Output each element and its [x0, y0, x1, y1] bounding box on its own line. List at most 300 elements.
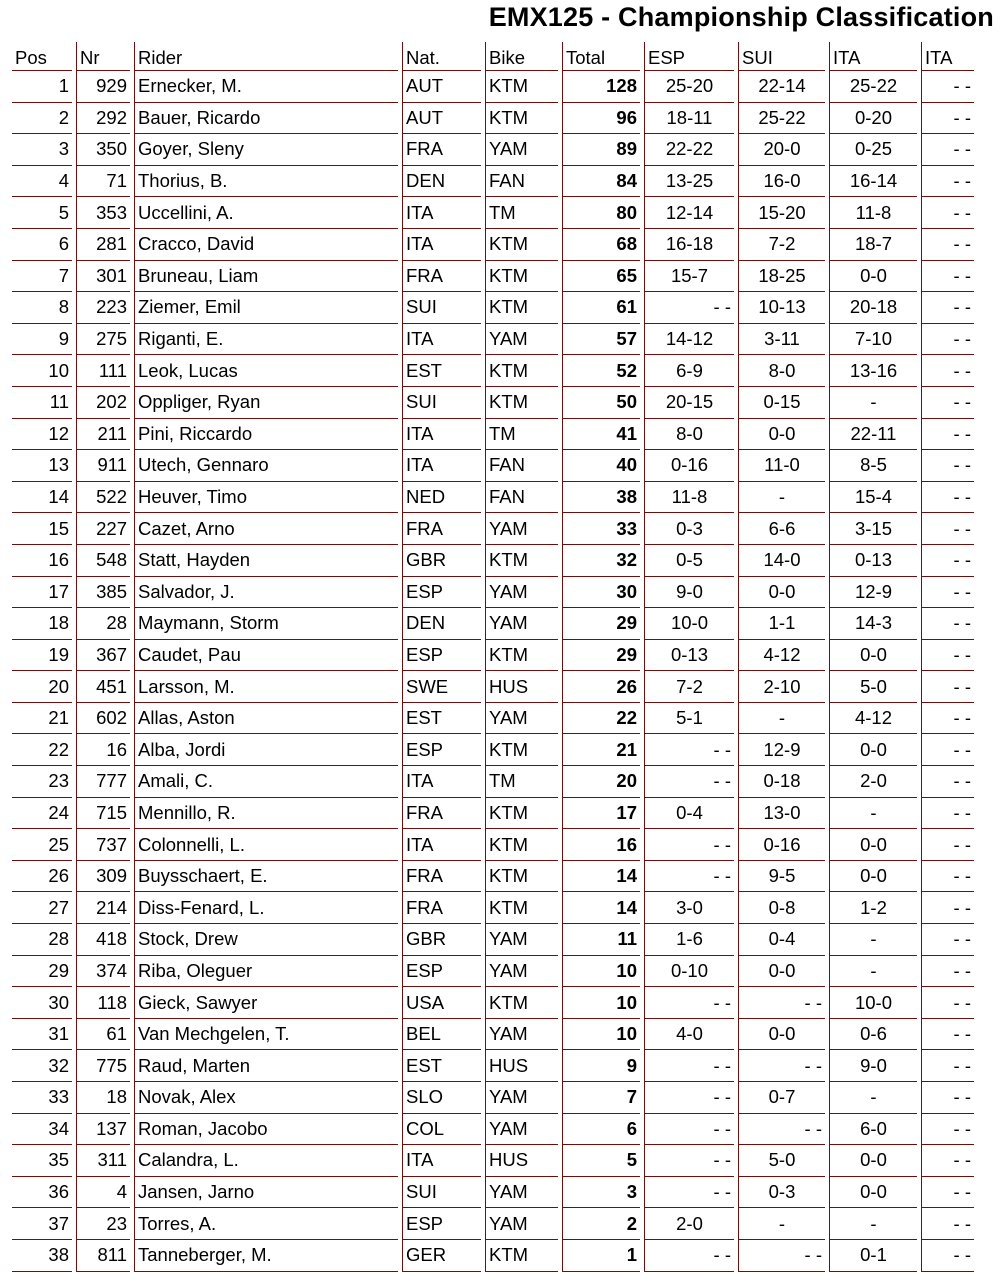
rider-cell: Jansen, Jarno: [134, 1177, 398, 1209]
ita-cell: 0-6: [829, 1019, 917, 1051]
sui-cell: - -: [738, 1240, 825, 1272]
esp-cell: - -: [644, 1240, 734, 1272]
rider-cell: Alba, Jordi: [134, 734, 398, 766]
pos-cell: 31: [12, 1019, 72, 1051]
pos-cell: 17: [12, 577, 72, 609]
nr-cell: 61: [76, 1019, 130, 1051]
ita-cell: 22-11: [829, 419, 917, 451]
rider-cell: Riganti, E.: [134, 324, 398, 356]
esp-cell: - -: [644, 292, 734, 324]
nr-cell: 292: [76, 103, 130, 135]
nat-cell: ITA: [402, 419, 481, 451]
nat-cell: AUT: [402, 71, 481, 103]
sui-cell: - -: [738, 1050, 825, 1082]
esp-cell: 2-0: [644, 1208, 734, 1240]
nat-cell: SUI: [402, 387, 481, 419]
table-row: [12, 482, 974, 514]
nat-cell: EST: [402, 355, 481, 387]
ita-cell: 7-10: [829, 324, 917, 356]
bike-cell: KTM: [485, 387, 558, 419]
nat-cell: ITA: [402, 450, 481, 482]
ita-cell: 2-0: [829, 766, 917, 798]
nat-cell: NED: [402, 482, 481, 514]
table-row: [12, 640, 974, 672]
ita-2-cell: - -: [921, 892, 974, 924]
ita-cell: 5-0: [829, 671, 917, 703]
esp-cell: 12-14: [644, 197, 734, 229]
table-row: [12, 545, 974, 577]
table-row: [12, 71, 974, 103]
pos-cell: 36: [12, 1177, 72, 1209]
ita-2-cell: - -: [921, 1208, 974, 1240]
nat-cell: DEN: [402, 166, 481, 198]
ita-cell: 14-3: [829, 608, 917, 640]
sui-cell: 0-4: [738, 924, 825, 956]
nr-cell: 311: [76, 1145, 130, 1177]
total-cell: 10: [562, 1019, 640, 1051]
table-row: [12, 956, 974, 988]
total-cell: 10: [562, 956, 640, 988]
rider-cell: Van Mechgelen, T.: [134, 1019, 398, 1051]
bike-cell: KTM: [485, 229, 558, 261]
nat-cell: ITA: [402, 766, 481, 798]
total-cell: 5: [562, 1145, 640, 1177]
bike-cell: KTM: [485, 640, 558, 672]
nat-cell: ESP: [402, 956, 481, 988]
total-cell: 80: [562, 197, 640, 229]
bike-cell: HUS: [485, 1145, 558, 1177]
ita-2-cell: - -: [921, 1240, 974, 1272]
sui-cell: 15-20: [738, 197, 825, 229]
table-row: [12, 261, 974, 293]
ita-2-cell: - -: [921, 987, 974, 1019]
table-row: [12, 450, 974, 482]
total-cell: 33: [562, 513, 640, 545]
total-cell: 22: [562, 703, 640, 735]
total-cell: 29: [562, 640, 640, 672]
total-cell: 1: [562, 1240, 640, 1272]
nat-cell: SUI: [402, 1177, 481, 1209]
nr-cell: 281: [76, 229, 130, 261]
nr-cell: 211: [76, 419, 130, 451]
esp-cell: 10-0: [644, 608, 734, 640]
sui-cell: -: [738, 1208, 825, 1240]
nat-cell: SUI: [402, 292, 481, 324]
total-cell: 128: [562, 71, 640, 103]
nr-cell: 777: [76, 766, 130, 798]
nat-cell: GBR: [402, 545, 481, 577]
ita-2-cell: - -: [921, 134, 974, 166]
bike-cell: YAM: [485, 1019, 558, 1051]
table-row: [12, 1114, 974, 1146]
bike-cell: YAM: [485, 608, 558, 640]
rider-cell: Uccellini, A.: [134, 197, 398, 229]
sui-cell: 0-8: [738, 892, 825, 924]
table-header-row: [12, 42, 974, 71]
bike-cell: KTM: [485, 292, 558, 324]
nr-cell: 223: [76, 292, 130, 324]
rider-cell: Maymann, Storm: [134, 608, 398, 640]
bike-cell: HUS: [485, 1050, 558, 1082]
pos-cell: 13: [12, 450, 72, 482]
col-header-sui: SUI: [738, 42, 825, 71]
table-row: [12, 892, 974, 924]
ita-cell: -: [829, 956, 917, 988]
nat-cell: ITA: [402, 197, 481, 229]
nr-cell: 111: [76, 355, 130, 387]
table-row: [12, 798, 974, 830]
ita-cell: 0-0: [829, 1177, 917, 1209]
total-cell: 40: [562, 450, 640, 482]
rider-cell: Mennillo, R.: [134, 798, 398, 830]
pos-cell: 15: [12, 513, 72, 545]
table-row: [12, 1145, 974, 1177]
ita-2-cell: - -: [921, 577, 974, 609]
rider-cell: Statt, Hayden: [134, 545, 398, 577]
nr-cell: 137: [76, 1114, 130, 1146]
table-row: [12, 387, 974, 419]
total-cell: 84: [562, 166, 640, 198]
bike-cell: KTM: [485, 261, 558, 293]
nr-cell: 23: [76, 1208, 130, 1240]
sui-cell: 0-16: [738, 829, 825, 861]
esp-cell: - -: [644, 1114, 734, 1146]
nr-cell: 301: [76, 261, 130, 293]
nat-cell: ESP: [402, 1208, 481, 1240]
nat-cell: FRA: [402, 892, 481, 924]
pos-cell: 25: [12, 829, 72, 861]
esp-cell: 1-6: [644, 924, 734, 956]
sui-cell: 18-25: [738, 261, 825, 293]
ita-cell: 20-18: [829, 292, 917, 324]
rider-cell: Colonnelli, L.: [134, 829, 398, 861]
esp-cell: 13-25: [644, 166, 734, 198]
sui-cell: -: [738, 703, 825, 735]
ita-2-cell: - -: [921, 229, 974, 261]
pos-cell: 21: [12, 703, 72, 735]
bike-cell: HUS: [485, 671, 558, 703]
bike-cell: TM: [485, 197, 558, 229]
esp-cell: 20-15: [644, 387, 734, 419]
nr-cell: 548: [76, 545, 130, 577]
sui-cell: 0-15: [738, 387, 825, 419]
rider-cell: Torres, A.: [134, 1208, 398, 1240]
rider-cell: Leok, Lucas: [134, 355, 398, 387]
ita-cell: 10-0: [829, 987, 917, 1019]
pos-cell: 30: [12, 987, 72, 1019]
ita-2-cell: - -: [921, 450, 974, 482]
esp-cell: 22-22: [644, 134, 734, 166]
esp-cell: 4-0: [644, 1019, 734, 1051]
nr-cell: 16: [76, 734, 130, 766]
pos-cell: 24: [12, 798, 72, 830]
total-cell: 89: [562, 134, 640, 166]
bike-cell: YAM: [485, 577, 558, 609]
nat-cell: FRA: [402, 798, 481, 830]
rider-cell: Cracco, David: [134, 229, 398, 261]
pos-cell: 4: [12, 166, 72, 198]
nr-cell: 374: [76, 956, 130, 988]
nr-cell: 451: [76, 671, 130, 703]
nr-cell: 522: [76, 482, 130, 514]
nr-cell: 18: [76, 1082, 130, 1114]
nr-cell: 353: [76, 197, 130, 229]
nat-cell: SWE: [402, 671, 481, 703]
ita-2-cell: - -: [921, 1177, 974, 1209]
table-row: [12, 513, 974, 545]
pos-cell: 20: [12, 671, 72, 703]
table-row: [12, 1177, 974, 1209]
ita-2-cell: - -: [921, 387, 974, 419]
nr-cell: 811: [76, 1240, 130, 1272]
ita-2-cell: - -: [921, 1082, 974, 1114]
nat-cell: FRA: [402, 513, 481, 545]
ita-cell: 1-2: [829, 892, 917, 924]
bike-cell: YAM: [485, 956, 558, 988]
bike-cell: YAM: [485, 703, 558, 735]
esp-cell: 0-5: [644, 545, 734, 577]
pos-cell: 28: [12, 924, 72, 956]
table-row: [12, 355, 974, 387]
pos-cell: 18: [12, 608, 72, 640]
esp-cell: 5-1: [644, 703, 734, 735]
sui-cell: 3-11: [738, 324, 825, 356]
esp-cell: - -: [644, 1145, 734, 1177]
nr-cell: 929: [76, 71, 130, 103]
ita-2-cell: - -: [921, 1145, 974, 1177]
sui-cell: 0-0: [738, 577, 825, 609]
ita-2-cell: - -: [921, 1050, 974, 1082]
ita-2-cell: - -: [921, 71, 974, 103]
pos-cell: 37: [12, 1208, 72, 1240]
table-row: [12, 1050, 974, 1082]
nat-cell: SLO: [402, 1082, 481, 1114]
nat-cell: EST: [402, 1050, 481, 1082]
esp-cell: - -: [644, 861, 734, 893]
ita-2-cell: - -: [921, 798, 974, 830]
nat-cell: ITA: [402, 324, 481, 356]
nr-cell: 602: [76, 703, 130, 735]
ita-2-cell: - -: [921, 355, 974, 387]
ita-2-cell: - -: [921, 956, 974, 988]
rider-cell: Cazet, Arno: [134, 513, 398, 545]
bike-cell: YAM: [485, 513, 558, 545]
nr-cell: 367: [76, 640, 130, 672]
ita-cell: 0-0: [829, 734, 917, 766]
bike-cell: YAM: [485, 1082, 558, 1114]
sui-cell: 22-14: [738, 71, 825, 103]
esp-cell: - -: [644, 987, 734, 1019]
total-cell: 38: [562, 482, 640, 514]
esp-cell: 6-9: [644, 355, 734, 387]
ita-2-cell: - -: [921, 482, 974, 514]
sui-cell: - -: [738, 1114, 825, 1146]
table-row: [12, 829, 974, 861]
sui-cell: 0-7: [738, 1082, 825, 1114]
total-cell: 57: [562, 324, 640, 356]
nat-cell: FRA: [402, 861, 481, 893]
col-header-bike: Bike: [485, 42, 558, 71]
table-row: [12, 166, 974, 198]
ita-cell: 18-7: [829, 229, 917, 261]
bike-cell: KTM: [485, 103, 558, 135]
ita-2-cell: - -: [921, 671, 974, 703]
pos-cell: 26: [12, 861, 72, 893]
bike-cell: FAN: [485, 482, 558, 514]
esp-cell: 3-0: [644, 892, 734, 924]
nr-cell: 227: [76, 513, 130, 545]
ita-2-cell: - -: [921, 513, 974, 545]
sui-cell: 13-0: [738, 798, 825, 830]
pos-cell: 16: [12, 545, 72, 577]
rider-cell: Allas, Aston: [134, 703, 398, 735]
total-cell: 11: [562, 924, 640, 956]
rider-cell: Novak, Alex: [134, 1082, 398, 1114]
ita-cell: 11-8: [829, 197, 917, 229]
rider-cell: Bauer, Ricardo: [134, 103, 398, 135]
pos-cell: 32: [12, 1050, 72, 1082]
sui-cell: 11-0: [738, 450, 825, 482]
nr-cell: 737: [76, 829, 130, 861]
nr-cell: 418: [76, 924, 130, 956]
pos-cell: 5: [12, 197, 72, 229]
bike-cell: TM: [485, 766, 558, 798]
rider-cell: Stock, Drew: [134, 924, 398, 956]
rider-cell: Oppliger, Ryan: [134, 387, 398, 419]
total-cell: 14: [562, 861, 640, 893]
nat-cell: ITA: [402, 829, 481, 861]
ita-2-cell: - -: [921, 766, 974, 798]
rider-cell: Heuver, Timo: [134, 482, 398, 514]
nat-cell: EST: [402, 703, 481, 735]
sui-cell: 16-0: [738, 166, 825, 198]
rider-cell: Gieck, Sawyer: [134, 987, 398, 1019]
ita-2-cell: - -: [921, 261, 974, 293]
pos-cell: 10: [12, 355, 72, 387]
table-row: [12, 134, 974, 166]
rider-cell: Bruneau, Liam: [134, 261, 398, 293]
table-row: [12, 924, 974, 956]
sui-cell: 4-12: [738, 640, 825, 672]
table-row: [12, 1240, 974, 1272]
table-row: [12, 197, 974, 229]
ita-2-cell: - -: [921, 734, 974, 766]
nat-cell: ESP: [402, 640, 481, 672]
sui-cell: 0-18: [738, 766, 825, 798]
ita-2-cell: - -: [921, 608, 974, 640]
rider-cell: Tanneberger, M.: [134, 1240, 398, 1272]
ita-cell: 16-14: [829, 166, 917, 198]
bike-cell: KTM: [485, 355, 558, 387]
rider-cell: Buysschaert, E.: [134, 861, 398, 893]
rider-cell: Pini, Riccardo: [134, 419, 398, 451]
sui-cell: 5-0: [738, 1145, 825, 1177]
bike-cell: KTM: [485, 734, 558, 766]
total-cell: 61: [562, 292, 640, 324]
pos-cell: 27: [12, 892, 72, 924]
nat-cell: ESP: [402, 577, 481, 609]
bike-cell: YAM: [485, 924, 558, 956]
total-cell: 29: [562, 608, 640, 640]
bike-cell: KTM: [485, 829, 558, 861]
rider-cell: Ziemer, Emil: [134, 292, 398, 324]
total-cell: 20: [562, 766, 640, 798]
ita-cell: -: [829, 1208, 917, 1240]
sui-cell: 7-2: [738, 229, 825, 261]
total-cell: 9: [562, 1050, 640, 1082]
sui-cell: -: [738, 482, 825, 514]
total-cell: 2: [562, 1208, 640, 1240]
ita-cell: -: [829, 387, 917, 419]
ita-cell: 6-0: [829, 1114, 917, 1146]
nat-cell: GER: [402, 1240, 481, 1272]
ita-2-cell: - -: [921, 829, 974, 861]
esp-cell: 16-18: [644, 229, 734, 261]
ita-cell: 3-15: [829, 513, 917, 545]
ita-cell: 9-0: [829, 1050, 917, 1082]
ita-cell: -: [829, 924, 917, 956]
rider-cell: Calandra, L.: [134, 1145, 398, 1177]
bike-cell: KTM: [485, 71, 558, 103]
total-cell: 65: [562, 261, 640, 293]
esp-cell: - -: [644, 1177, 734, 1209]
esp-cell: 9-0: [644, 577, 734, 609]
pos-cell: 14: [12, 482, 72, 514]
esp-cell: 7-2: [644, 671, 734, 703]
col-header-pos: Pos: [12, 42, 72, 71]
sui-cell: 0-0: [738, 419, 825, 451]
total-cell: 30: [562, 577, 640, 609]
ita-2-cell: - -: [921, 292, 974, 324]
rider-cell: Diss-Fenard, L.: [134, 892, 398, 924]
ita-cell: 8-5: [829, 450, 917, 482]
ita-2-cell: - -: [921, 1114, 974, 1146]
esp-cell: 8-0: [644, 419, 734, 451]
ita-2-cell: - -: [921, 166, 974, 198]
sui-cell: 0-0: [738, 956, 825, 988]
ita-cell: 15-4: [829, 482, 917, 514]
nat-cell: USA: [402, 987, 481, 1019]
table-row: [12, 1208, 974, 1240]
ita-cell: 0-0: [829, 861, 917, 893]
table-row: [12, 229, 974, 261]
esp-cell: - -: [644, 766, 734, 798]
rider-cell: Thorius, B.: [134, 166, 398, 198]
esp-cell: 15-7: [644, 261, 734, 293]
bike-cell: FAN: [485, 166, 558, 198]
bike-cell: YAM: [485, 324, 558, 356]
pos-cell: 8: [12, 292, 72, 324]
rider-cell: Salvador, J.: [134, 577, 398, 609]
total-cell: 96: [562, 103, 640, 135]
table-row: [12, 292, 974, 324]
rider-cell: Larsson, M.: [134, 671, 398, 703]
nr-cell: 275: [76, 324, 130, 356]
rider-cell: Roman, Jacobo: [134, 1114, 398, 1146]
ita-2-cell: - -: [921, 640, 974, 672]
esp-cell: 0-16: [644, 450, 734, 482]
sui-cell: 9-5: [738, 861, 825, 893]
pos-cell: 38: [12, 1240, 72, 1272]
pos-cell: 7: [12, 261, 72, 293]
table-row: [12, 103, 974, 135]
nat-cell: ITA: [402, 229, 481, 261]
esp-cell: 14-12: [644, 324, 734, 356]
esp-cell: 11-8: [644, 482, 734, 514]
esp-cell: 18-11: [644, 103, 734, 135]
col-header-nr: Nr: [76, 42, 130, 71]
ita-2-cell: - -: [921, 703, 974, 735]
